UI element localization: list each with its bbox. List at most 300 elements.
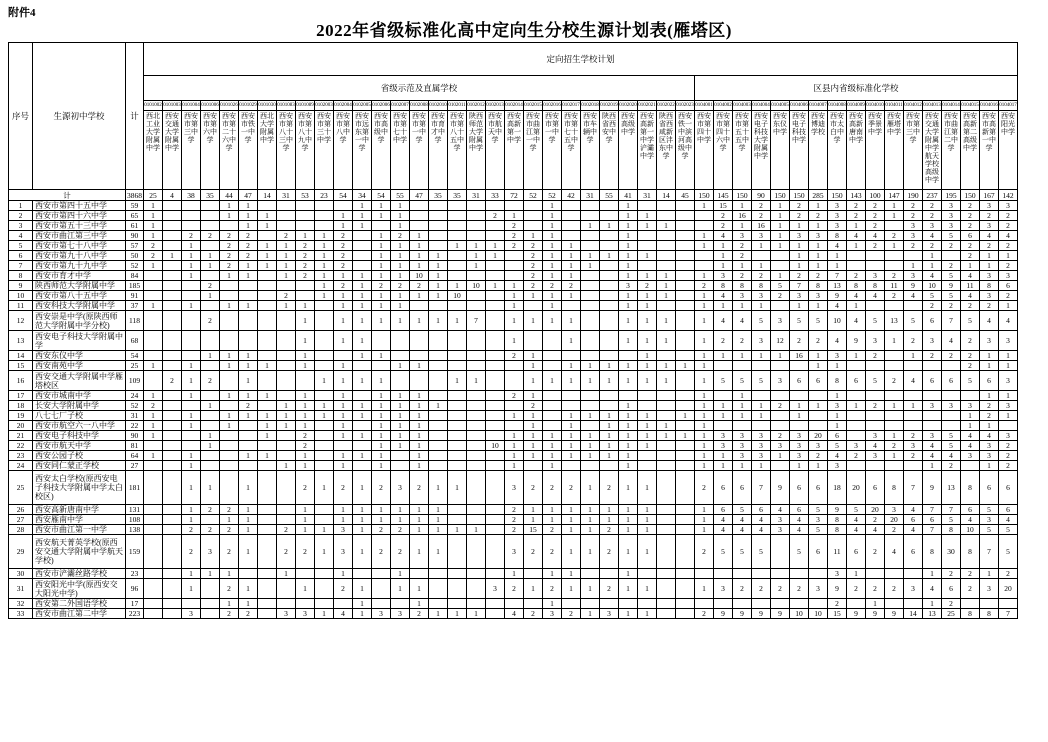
plan-cell: 1 — [353, 331, 372, 351]
plan-cell: 3 — [999, 331, 1018, 351]
plan-cell: 1 — [239, 471, 258, 505]
plan-cell: 1 — [695, 351, 714, 361]
plan-cell: 1 — [885, 401, 904, 411]
plan-cell: 1 — [372, 311, 391, 331]
plan-cell — [562, 301, 581, 311]
plan-cell: 1 — [657, 331, 676, 351]
plan-cell: 6 — [980, 371, 999, 391]
plan-cell: 7 — [923, 525, 942, 535]
plan-cell: 10 — [448, 291, 467, 301]
column-name — [410, 111, 429, 190]
plan-cell: 2 — [505, 231, 524, 241]
plan-cell: 1 — [448, 241, 467, 251]
column-code: 0104014 — [942, 101, 961, 111]
plan-cell: 1 — [809, 241, 828, 251]
plan-cell: 8 — [961, 609, 980, 619]
column-name-text: 西安市第五十五中学 — [735, 112, 749, 152]
plan-cell: 1 — [733, 201, 752, 211]
plan-cell: 4 — [866, 525, 885, 535]
plan-cell — [771, 461, 790, 471]
plan-cell — [315, 461, 334, 471]
plan-cell: 1 — [961, 411, 980, 421]
plan-cell: 1 — [353, 201, 372, 211]
plan-cell — [809, 421, 828, 431]
plan-cell: 5 — [733, 371, 752, 391]
plan-cell: 3 — [771, 371, 790, 391]
plan-cell: 2 — [885, 579, 904, 599]
plan-cell — [676, 331, 695, 351]
table-row — [9, 505, 1018, 515]
plan-cell: 1 — [543, 431, 562, 441]
column-code: 0102019 — [600, 101, 619, 111]
plan-cell: 1 — [657, 371, 676, 391]
plan-cell: 5 — [942, 291, 961, 301]
plan-cell: 3 — [942, 221, 961, 231]
plan-cell — [752, 251, 771, 261]
plan-cell: 20 — [866, 505, 885, 515]
plan-cell — [486, 351, 505, 361]
plan-cell: 1 — [695, 231, 714, 241]
plan-cell — [809, 569, 828, 579]
plan-cell: 3 — [980, 291, 999, 301]
plan-cell — [448, 579, 467, 599]
plan-cell — [429, 461, 448, 471]
plan-cell — [239, 569, 258, 579]
column-code: 0102004 — [334, 101, 353, 111]
plan-cell: 5 — [714, 371, 733, 391]
plan-cell: 1 — [809, 261, 828, 271]
plan-cell — [714, 391, 733, 401]
table-row — [9, 301, 1018, 311]
row-number: 21 — [9, 431, 33, 441]
plan-cell: 2 — [505, 515, 524, 525]
plan-cell: 1 — [429, 505, 448, 515]
plan-cell: 1 — [315, 281, 334, 291]
plan-cell — [467, 211, 486, 221]
plan-cell — [448, 221, 467, 231]
plan-cell — [144, 609, 163, 619]
plan-cell: 2 — [961, 241, 980, 251]
school-name: 西安高新唐南中学 — [33, 505, 126, 515]
plan-cell — [315, 301, 334, 311]
plan-cell: 1 — [752, 411, 771, 421]
plan-cell: 1 — [638, 311, 657, 331]
plan-cell: 2 — [505, 579, 524, 599]
plan-cell — [258, 471, 277, 505]
plan-cell — [163, 301, 182, 311]
school-name: 陕西师范大学附属中学 — [33, 281, 126, 291]
plan-cell: 1 — [296, 331, 315, 351]
plan-cell: 1 — [239, 361, 258, 371]
plan-cell: 1 — [828, 421, 847, 431]
plan-cell: 3 — [391, 609, 410, 619]
plan-cell — [543, 401, 562, 411]
column-name — [714, 111, 733, 190]
plan-cell: 3 — [790, 431, 809, 441]
plan-cell: 16 — [733, 211, 752, 221]
plan-cell: 1 — [239, 201, 258, 211]
plan-cell: 1 — [505, 411, 524, 421]
school-name: 西安东仪中学 — [33, 351, 126, 361]
column-name-text: 西安交通大学附属中学 — [165, 112, 179, 152]
plan-cell: 2 — [885, 291, 904, 301]
plan-cell — [714, 421, 733, 431]
plan-cell — [144, 579, 163, 599]
plan-cell: 2 — [524, 281, 543, 291]
plan-cell — [277, 599, 296, 609]
plan-cell: 1 — [676, 431, 695, 441]
plan-cell: 1 — [562, 371, 581, 391]
plan-cell: 1 — [980, 461, 999, 471]
plan-cell: 3 — [714, 441, 733, 451]
plan-cell — [581, 241, 600, 251]
plan-cell — [144, 371, 163, 391]
plan-cell — [638, 451, 657, 461]
plan-cell: 2 — [771, 431, 790, 441]
plan-cell — [600, 241, 619, 251]
plan-cell: 5 — [790, 535, 809, 569]
plan-cell — [581, 351, 600, 361]
plan-cell: 1 — [296, 411, 315, 421]
plan-cell: 3 — [752, 231, 771, 241]
table-row — [9, 401, 1018, 411]
plan-cell: 1 — [619, 569, 638, 579]
plan-cell — [600, 461, 619, 471]
column-name-text: 西安市第八十三中学 — [279, 112, 293, 152]
plan-cell: 13 — [942, 471, 961, 505]
column-name-text: 西安高新第一中学 — [507, 112, 521, 144]
plan-cell — [486, 609, 505, 619]
school-name: 西安市第九十八中学 — [33, 251, 126, 261]
plan-cell: 1 — [581, 609, 600, 619]
plan-cell: 6 — [809, 371, 828, 391]
plan-cell: 2 — [942, 599, 961, 609]
plan-cell: 1 — [410, 421, 429, 431]
plan-cell: 1 — [562, 311, 581, 331]
plan-cell — [676, 291, 695, 301]
plan-cell — [486, 291, 505, 301]
column-total: 72 — [505, 190, 524, 201]
plan-cell: 1 — [410, 461, 429, 471]
plan-cell: 2 — [885, 525, 904, 535]
plan-cell: 1 — [752, 261, 771, 271]
plan-cell: 25 — [942, 609, 961, 619]
plan-cell: 1 — [638, 535, 657, 569]
plan-cell: 3 — [980, 221, 999, 231]
plan-cell — [220, 471, 239, 505]
table-row — [9, 211, 1018, 221]
plan-cell — [657, 535, 676, 569]
plan-cell: 6 — [847, 371, 866, 391]
plan-cell — [448, 211, 467, 221]
column-name-text: 西安交通大学附属中学航天学校高级中学 — [925, 112, 939, 184]
plan-cell — [676, 271, 695, 281]
column-code: 0104011 — [885, 101, 904, 111]
plan-cell — [866, 361, 885, 371]
column-name-text: 西安市铁一中学 — [241, 112, 255, 144]
plan-cell: 1 — [334, 411, 353, 421]
plan-cell: 3 — [923, 331, 942, 351]
plan-cell — [201, 411, 220, 421]
plan-cell: 2 — [277, 291, 296, 301]
plan-cell: 1 — [524, 505, 543, 515]
column-name — [353, 111, 372, 190]
plan-cell: 2 — [790, 211, 809, 221]
plan-cell: 4 — [828, 241, 847, 251]
plan-cell: 11 — [828, 535, 847, 569]
plan-cell: 20 — [885, 515, 904, 525]
plan-cell: 1 — [600, 411, 619, 421]
plan-cell: 10 — [923, 281, 942, 291]
plan-cell — [904, 599, 923, 609]
plan-cell — [885, 221, 904, 231]
plan-cell: 2 — [296, 471, 315, 505]
column-name — [695, 111, 714, 190]
plan-cell: 1 — [600, 371, 619, 391]
plan-cell — [885, 391, 904, 401]
plan-cell — [619, 391, 638, 401]
column-name — [733, 111, 752, 190]
column-total: 14 — [657, 190, 676, 201]
plan-cell: 1 — [144, 221, 163, 231]
plan-cell: 2 — [600, 525, 619, 535]
plan-cell: 1 — [524, 515, 543, 525]
plan-cell: 2 — [714, 331, 733, 351]
plan-cell: 1 — [372, 451, 391, 461]
plan-cell: 5 — [733, 535, 752, 569]
plan-cell: 1 — [638, 421, 657, 431]
plan-cell: 1 — [372, 231, 391, 241]
plan-cell — [695, 261, 714, 271]
plan-cell: 1 — [790, 411, 809, 421]
plan-cell: 3 — [828, 351, 847, 361]
plan-cell: 1 — [638, 525, 657, 535]
plan-cell — [391, 599, 410, 609]
plan-cell — [182, 311, 201, 331]
plan-cell: 1 — [429, 535, 448, 569]
plan-cell — [847, 461, 866, 471]
plan-cell: 1 — [543, 241, 562, 251]
plan-cell — [486, 361, 505, 371]
row-number: 30 — [9, 569, 33, 579]
plan-cell — [467, 351, 486, 361]
plan-cell: 4 — [733, 515, 752, 525]
column-code: 0104010 — [866, 101, 885, 111]
plan-cell: 1 — [334, 515, 353, 525]
plan-cell: 4 — [714, 515, 733, 525]
plan-cell: 1 — [258, 421, 277, 431]
school-name: 西安太白学校(原西安电子科技大学附属中学太白校区) — [33, 471, 126, 505]
plan-cell: 1 — [315, 411, 334, 421]
plan-cell — [581, 201, 600, 211]
plan-cell — [676, 391, 695, 401]
plan-cell: 1 — [600, 251, 619, 261]
plan-cell: 1 — [277, 251, 296, 261]
plan-cell: 1 — [714, 411, 733, 421]
plan-cell — [695, 599, 714, 609]
plan-cell: 1 — [144, 421, 163, 431]
plan-cell — [866, 391, 885, 401]
plan-cell: 1 — [182, 579, 201, 599]
plan-cell — [315, 579, 334, 599]
plan-cell — [847, 411, 866, 421]
plan-cell: 1 — [657, 361, 676, 371]
column-name — [657, 111, 676, 190]
plan-cell: 4 — [790, 515, 809, 525]
plan-cell — [961, 391, 980, 401]
column-total: 25 — [144, 190, 163, 201]
plan-cell — [543, 331, 562, 351]
plan-cell: 1 — [410, 241, 429, 251]
header-seq: 序号 — [9, 43, 33, 190]
row-number: 29 — [9, 535, 33, 569]
plan-cell — [315, 569, 334, 579]
plan-cell: 1 — [315, 609, 334, 619]
plan-cell — [847, 251, 866, 261]
plan-cell: 3 — [296, 609, 315, 619]
plan-cell: 3 — [980, 441, 999, 451]
plan-cell: 1 — [809, 351, 828, 361]
plan-cell: 1 — [201, 261, 220, 271]
plan-cell: 3 — [942, 201, 961, 211]
plan-cell: 1 — [885, 331, 904, 351]
column-name — [524, 111, 543, 190]
plan-cell — [600, 201, 619, 211]
plan-cell: 1 — [771, 271, 790, 281]
plan-cell: 1 — [220, 411, 239, 421]
plan-cell: 4 — [904, 505, 923, 515]
plan-cell: 6 — [999, 471, 1018, 505]
plan-cell: 1 — [980, 421, 999, 431]
row-total: 59 — [126, 201, 144, 211]
column-code: 0102023 — [676, 101, 695, 111]
plan-cell — [467, 569, 486, 579]
plan-cell — [239, 421, 258, 431]
plan-cell: 1 — [182, 261, 201, 271]
plan-cell: 1 — [695, 579, 714, 599]
plan-cell: 1 — [296, 351, 315, 361]
plan-cell: 2 — [524, 471, 543, 505]
plan-cell — [391, 451, 410, 461]
plan-cell: 1 — [524, 311, 543, 331]
plan-cell: 1 — [334, 301, 353, 311]
plan-cell: 1 — [201, 401, 220, 411]
plan-cell — [448, 401, 467, 411]
plan-cell — [258, 331, 277, 351]
row-number: 5 — [9, 241, 33, 251]
row-number: 27 — [9, 515, 33, 525]
row-total: 22 — [126, 421, 144, 431]
plan-cell — [657, 351, 676, 361]
column-name — [980, 111, 999, 190]
plan-cell — [258, 311, 277, 331]
plan-cell: 1 — [638, 351, 657, 361]
plan-cell: 2 — [220, 609, 239, 619]
plan-cell: 1 — [296, 579, 315, 599]
plan-cell: 1 — [828, 411, 847, 421]
plan-cell — [163, 411, 182, 421]
plan-cell: 4 — [904, 291, 923, 301]
column-code: 0102013 — [486, 101, 505, 111]
plan-cell: 1 — [543, 515, 562, 525]
plan-cell: 1 — [790, 261, 809, 271]
plan-cell: 1 — [410, 451, 429, 461]
column-code: 0102005 — [353, 101, 372, 111]
plan-cell: 1 — [790, 461, 809, 471]
column-total: 45 — [676, 190, 695, 201]
plan-cell: 3 — [771, 515, 790, 525]
plan-cell: 8 — [961, 535, 980, 569]
plan-cell: 1 — [619, 411, 638, 421]
plan-cell: 2 — [999, 221, 1018, 231]
row-number: 20 — [9, 421, 33, 431]
plan-cell: 1 — [999, 391, 1018, 401]
plan-cell — [258, 579, 277, 599]
plan-cell: 1 — [505, 211, 524, 221]
school-name: 西安同仁蒙正学校 — [33, 461, 126, 471]
plan-cell: 2 — [866, 241, 885, 251]
plan-cell: 4 — [714, 525, 733, 535]
plan-cell — [866, 411, 885, 421]
plan-cell: 1 — [809, 301, 828, 311]
plan-cell: 1 — [562, 251, 581, 261]
plan-cell: 1 — [657, 421, 676, 431]
plan-cell: 1 — [277, 411, 296, 421]
column-name — [828, 111, 847, 190]
plan-cell: 1 — [391, 431, 410, 441]
column-name-text: 西安市航天中学 — [488, 112, 502, 144]
plan-cell: 1 — [562, 505, 581, 515]
plan-cell — [163, 241, 182, 251]
plan-cell: 1 — [429, 609, 448, 619]
plan-cell: 10 — [961, 525, 980, 535]
plan-cell — [524, 201, 543, 211]
plan-cell — [201, 515, 220, 525]
plan-cell — [258, 599, 277, 609]
plan-cell: 2 — [372, 525, 391, 535]
table-row — [9, 331, 1018, 351]
plan-cell: 1 — [486, 241, 505, 251]
plan-cell: 1 — [733, 391, 752, 401]
row-total: 52 — [126, 401, 144, 411]
table-row — [9, 351, 1018, 361]
plan-cell — [505, 599, 524, 609]
plan-cell: 2 — [809, 271, 828, 281]
column-code: 0102020 — [619, 101, 638, 111]
plan-cell: 3 — [980, 451, 999, 461]
plan-cell: 2 — [866, 535, 885, 569]
plan-cell: 3 — [714, 579, 733, 599]
column-name — [600, 111, 619, 190]
plan-cell — [866, 251, 885, 261]
plan-cell: 1 — [372, 291, 391, 301]
column-name — [372, 111, 391, 190]
plan-cell: 2 — [847, 579, 866, 599]
plan-cell — [467, 271, 486, 281]
plan-cell: 2 — [201, 311, 220, 331]
plan-cell: 1 — [790, 301, 809, 311]
plan-cell: 1 — [372, 371, 391, 391]
plan-cell — [467, 411, 486, 421]
school-name: 西安市第四十五中学 — [33, 201, 126, 211]
table-row — [9, 241, 1018, 251]
plan-cell: 1 — [315, 471, 334, 505]
plan-cell: 2 — [942, 569, 961, 579]
plan-cell — [467, 505, 486, 515]
column-code: 0104017 — [999, 101, 1018, 111]
plan-cell — [600, 301, 619, 311]
school-name: 西安科技大学附属中学 — [33, 301, 126, 311]
